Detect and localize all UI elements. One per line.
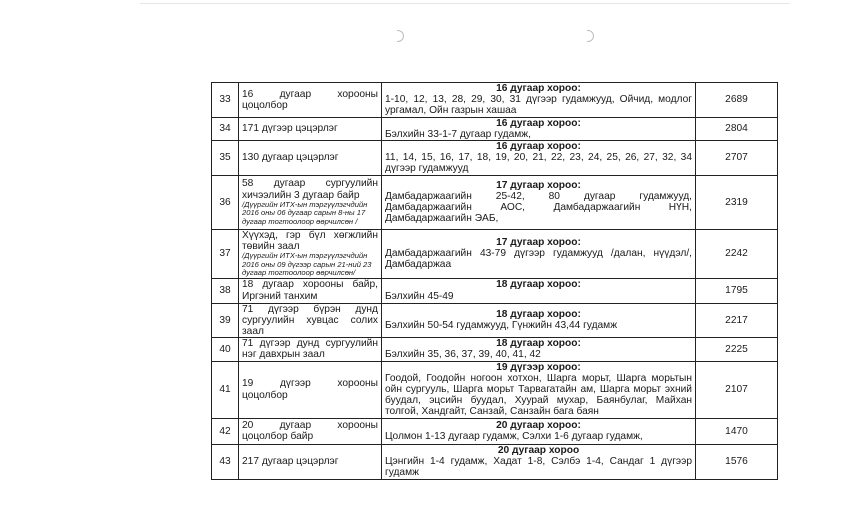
khoroo-heading: 19 дүгээр хороо: bbox=[496, 361, 581, 373]
location-name: 16 дугаар хорооны цоцолбор bbox=[242, 88, 378, 111]
location-name: 18 дугаар хорооны байр, Иргэний танхим bbox=[242, 279, 378, 302]
location-note: /Дүүргийн ИТХ-ын тэргүүлэгчдийн 2016 оны 06 дугаар сарын 8-ны 17 дугаар тогтоолоор өөрчилсөн / bbox=[242, 199, 368, 226]
area-cell bbox=[382, 175, 696, 229]
streets-text: Бэлхийн 33-1-7 дугаар гудамж, bbox=[385, 128, 531, 140]
area-cell bbox=[382, 117, 696, 140]
table-row bbox=[212, 278, 778, 303]
streets-text: Бэлхийн 45-49 bbox=[385, 290, 454, 302]
location-cell bbox=[239, 444, 382, 479]
table-row bbox=[212, 117, 778, 140]
area-cell bbox=[382, 444, 696, 479]
location-cell bbox=[239, 418, 382, 444]
location-name: 171 дүгээр цэцэрлэг bbox=[242, 123, 338, 135]
table-row bbox=[212, 229, 778, 278]
row-number: 35 bbox=[212, 141, 239, 176]
area-cell bbox=[382, 141, 696, 176]
table-row bbox=[212, 418, 778, 444]
location-name: 71 дүгээр бүрэн дунд сургуулийн хувцас солих заал bbox=[242, 303, 378, 338]
voter-count: 1576 bbox=[696, 444, 778, 479]
area-cell bbox=[382, 303, 696, 338]
streets-text: Дамбадаржаагийн 43-79 дүгээр гудамжууд /далан, нүүдэл/, Дамбадаржаа bbox=[385, 248, 692, 271]
area-cell bbox=[382, 361, 696, 418]
voter-count: 2319 bbox=[696, 175, 778, 229]
streets-text: Цэнгийн 1-4 гудамж, Хадат 1-8, Сэлбэ 1-4, Сандаг 1 дүгээр гудамж bbox=[385, 456, 692, 479]
table-row bbox=[212, 175, 778, 229]
streets-text: Бэлхийн 50-54 гудамжууд, Гүнжийн 43,44 гудамж bbox=[385, 320, 618, 332]
location-note: /Дүүргийн ИТХ-ын тэргүүлэгчдийн 2016 оны 09 дүгээр сарын 21-ний 23 дугаар тогтоолоор өөрчилсөн/ bbox=[242, 251, 372, 278]
location-name: 20 дугаар хорооны цоцолбор байр bbox=[242, 419, 378, 443]
row-number: 41 bbox=[212, 361, 239, 418]
location-cell bbox=[239, 83, 382, 118]
voter-count: 2225 bbox=[696, 338, 778, 361]
scan-edge-line bbox=[140, 3, 790, 4]
area-cell bbox=[382, 338, 696, 361]
table-row bbox=[212, 361, 778, 418]
table-row bbox=[212, 338, 778, 361]
streets-text: Гоодой, Гоодойн ногоон хотхон, Шарга морьт, Шарга морьтын ойн сургууль, Шарга морьт Тарвагатайн ам, Шарга морьт эхний буудал, эцсийн буудал, Хуурай мухар, Баянбулаг, Майхан толгой, Хандгайт, Санзай, Санзайн бага баян bbox=[385, 372, 692, 418]
row-number: 43 bbox=[212, 444, 239, 479]
punch-hole-mark bbox=[587, 30, 594, 42]
area-cell bbox=[382, 229, 696, 278]
location-cell bbox=[239, 361, 382, 418]
khoroo-heading: 17 дугаар хороо: bbox=[496, 236, 581, 248]
streets-text: 1-10, 12, 13, 28, 29, 30, 31 дүгээр гудамжууд, Ойчид, модлог ургамал, Ойн газрын хашаа bbox=[385, 94, 692, 117]
row-number: 40 bbox=[212, 338, 239, 361]
row-number: 38 bbox=[212, 278, 239, 303]
khoroo-heading: 18 дугаар хороо: bbox=[496, 279, 581, 291]
row-number: 33 bbox=[212, 83, 239, 118]
location-cell bbox=[239, 338, 382, 361]
khoroo-heading: 17 дугаар хороо: bbox=[496, 179, 581, 191]
row-number: 34 bbox=[212, 117, 239, 140]
location-name: 130 дугаар цэцэрлэг bbox=[242, 152, 339, 164]
punch-hole-mark bbox=[397, 30, 404, 42]
location-cell bbox=[239, 141, 382, 176]
table-row bbox=[212, 303, 778, 338]
row-number: 42 bbox=[212, 418, 239, 444]
table-row bbox=[212, 141, 778, 176]
streets-text: 11, 14, 15, 16, 17, 18, 19, 20, 21, 22, 23, 24, 25, 26, 27, 32, 34 дүгээр гудамжууд bbox=[385, 152, 692, 175]
khoroo-heading: 16 дугаар хороо: bbox=[496, 83, 581, 94]
streets-text: Бэлхийн 35, 36, 37, 39, 40, 41, 42 bbox=[385, 349, 541, 361]
row-number: 37 bbox=[212, 229, 239, 278]
polling-stations-table bbox=[211, 82, 778, 480]
table-row bbox=[212, 83, 778, 118]
location-cell bbox=[239, 117, 382, 140]
khoroo-heading: 16 дугаар хороо: bbox=[496, 141, 581, 153]
location-name: 19 дүгээр хорооны цоцолбор bbox=[242, 378, 378, 401]
khoroo-heading: 16 дугаар хороо: bbox=[496, 117, 581, 129]
row-number: 36 bbox=[212, 175, 239, 229]
area-cell bbox=[382, 278, 696, 303]
voter-count: 1795 bbox=[696, 278, 778, 303]
voter-count: 2707 bbox=[696, 141, 778, 176]
streets-text: Цолмон 1-13 дугаар гудамж, Сэлхи 1-6 дугаар гудамж, bbox=[385, 431, 643, 443]
location-cell bbox=[239, 229, 382, 278]
voter-count: 2107 bbox=[696, 361, 778, 418]
streets-text: Дамбадаржаагийн 25-42, 80 дугаар гудамжууд, Дамбадаржаагийн АОС, Дамбадаржаагийн НҮН, Дамбадаржаагийн ЭАБ, bbox=[385, 190, 692, 225]
location-name: Хүүхэд, гэр бүл хөгжлийн төвийн заал bbox=[242, 229, 378, 253]
voter-count: 2689 bbox=[696, 83, 778, 118]
area-cell bbox=[382, 418, 696, 444]
khoroo-heading: 20 дугаар хороо bbox=[497, 444, 580, 456]
table-row bbox=[212, 444, 778, 479]
location-cell bbox=[239, 278, 382, 303]
location-cell bbox=[239, 303, 382, 338]
location-name: 71 дүгээр дунд сургуулийн нэг давхрын заал bbox=[242, 338, 378, 361]
khoroo-heading: 18 дугаар хороо: bbox=[496, 338, 581, 350]
khoroo-heading: 18 дугаар хороо: bbox=[496, 309, 581, 321]
area-cell bbox=[382, 83, 696, 118]
voter-count: 2217 bbox=[696, 303, 778, 338]
location-cell bbox=[239, 175, 382, 229]
khoroo-heading: 20 дугаар хороо: bbox=[496, 419, 581, 431]
location-name: 217 дугаар цэцэрлэг bbox=[242, 456, 339, 468]
voter-count: 2804 bbox=[696, 117, 778, 140]
row-number: 39 bbox=[212, 303, 239, 338]
voter-count: 1470 bbox=[696, 418, 778, 444]
voter-count: 2242 bbox=[696, 229, 778, 278]
location-name: 58 дугаар сургуулийн хичээлийн 3 дугаар байр bbox=[242, 178, 378, 201]
